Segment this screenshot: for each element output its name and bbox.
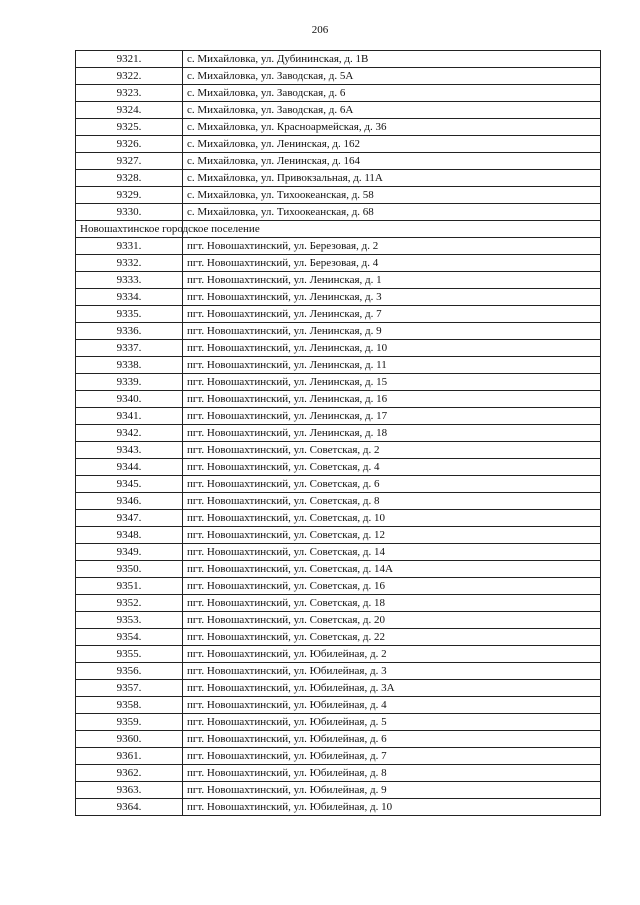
row-address: с. Михайловка, ул. Заводская, д. 5А <box>183 68 601 85</box>
row-address: пгт. Новошахтинский, ул. Юбилейная, д. 9 <box>183 782 601 799</box>
row-address: пгт. Новошахтинский, ул. Ленинская, д. 9 <box>183 323 601 340</box>
table-row <box>76 119 601 136</box>
table-row <box>76 323 601 340</box>
row-address: пгт. Новошахтинский, ул. Ленинская, д. 3 <box>183 289 601 306</box>
row-number: 9323. <box>76 85 183 102</box>
row-number: 9352. <box>76 595 183 612</box>
table-row <box>76 510 601 527</box>
row-address: пгт. Новошахтинский, ул. Советская, д. 14 <box>183 544 601 561</box>
row-number: 9363. <box>76 782 183 799</box>
table-row <box>76 748 601 765</box>
row-number: 9364. <box>76 799 183 816</box>
table-row <box>76 459 601 476</box>
table-row <box>76 85 601 102</box>
row-number: 9362. <box>76 765 183 782</box>
table-row <box>76 153 601 170</box>
table-row <box>76 680 601 697</box>
row-number: 9341. <box>76 408 183 425</box>
table-row <box>76 408 601 425</box>
row-number: 9355. <box>76 646 183 663</box>
table-row <box>76 612 601 629</box>
row-number: 9345. <box>76 476 183 493</box>
row-number: 9334. <box>76 289 183 306</box>
row-number: 9343. <box>76 442 183 459</box>
row-number: 9358. <box>76 697 183 714</box>
table-row <box>76 476 601 493</box>
table-row <box>76 255 601 272</box>
table-row <box>76 68 601 85</box>
table-row <box>76 714 601 731</box>
row-number: 9321. <box>76 51 183 68</box>
section-header-group <box>76 221 601 238</box>
row-address: пгт. Новошахтинский, ул. Советская, д. 18 <box>183 595 601 612</box>
row-address: пгт. Новошахтинский, ул. Березовая, д. 2 <box>183 238 601 255</box>
row-address: пгт. Новошахтинский, ул. Советская, д. 4 <box>183 459 601 476</box>
row-address: пгт. Новошахтинский, ул. Ленинская, д. 10 <box>183 340 601 357</box>
table-row <box>76 374 601 391</box>
row-number: 9347. <box>76 510 183 527</box>
table-row <box>76 272 601 289</box>
table-row <box>76 578 601 595</box>
row-address: пгт. Новошахтинский, ул. Юбилейная, д. 4 <box>183 697 601 714</box>
row-number: 9353. <box>76 612 183 629</box>
table-row <box>76 799 601 816</box>
page-number: 206 <box>311 24 329 36</box>
row-number: 9359. <box>76 714 183 731</box>
row-number: 9327. <box>76 153 183 170</box>
row-address: пгт. Новошахтинский, ул. Ленинская, д. 17 <box>183 408 601 425</box>
row-number: 9333. <box>76 272 183 289</box>
table-row <box>76 51 601 68</box>
table-row <box>76 663 601 680</box>
row-number: 9330. <box>76 204 183 221</box>
table-row <box>76 765 601 782</box>
row-number: 9346. <box>76 493 183 510</box>
table-row <box>76 561 601 578</box>
row-address: пгт. Новошахтинский, ул. Ленинская, д. 1 <box>183 272 601 289</box>
row-address: пгт. Новошахтинский, ул. Советская, д. 6 <box>183 476 601 493</box>
row-address: пгт. Новошахтинский, ул. Юбилейная, д. 10 <box>183 799 601 816</box>
address-table <box>75 50 601 816</box>
row-number: 9325. <box>76 119 183 136</box>
table-row <box>76 102 601 119</box>
row-number: 9348. <box>76 527 183 544</box>
row-address: с. Михайловка, ул. Тихоокеанская, д. 58 <box>183 187 601 204</box>
row-address: пгт. Новошахтинский, ул. Ленинская, д. 18 <box>183 425 601 442</box>
row-number: 9344. <box>76 459 183 476</box>
row-number: 9360. <box>76 731 183 748</box>
row-address: пгт. Новошахтинский, ул. Советская, д. 2 <box>183 442 601 459</box>
table-row <box>76 425 601 442</box>
row-address: пгт. Новошахтинский, ул. Советская, д. 16 <box>183 578 601 595</box>
row-address: пгт. Новошахтинский, ул. Советская, д. 20 <box>183 612 601 629</box>
row-number: 9326. <box>76 136 183 153</box>
row-address: с. Михайловка, ул. Заводская, д. 6А <box>183 102 601 119</box>
row-address: с. Михайловка, ул. Красноармейская, д. 36 <box>183 119 601 136</box>
table-row <box>76 391 601 408</box>
row-number: 9329. <box>76 187 183 204</box>
row-address: пгт. Новошахтинский, ул. Юбилейная, д. 2 <box>183 646 601 663</box>
row-number: 9357. <box>76 680 183 697</box>
row-address: пгт. Новошахтинский, ул. Советская, д. 12 <box>183 527 601 544</box>
table-row <box>76 442 601 459</box>
row-address: пгт. Новошахтинский, ул. Березовая, д. 4 <box>183 255 601 272</box>
row-number: 9342. <box>76 425 183 442</box>
row-number: 9336. <box>76 323 183 340</box>
row-number: 9340. <box>76 391 183 408</box>
table-row <box>76 731 601 748</box>
row-address: пгт. Новошахтинский, ул. Юбилейная, д. 3А <box>183 680 601 697</box>
row-number: 9335. <box>76 306 183 323</box>
row-number: 9350. <box>76 561 183 578</box>
row-number: 9349. <box>76 544 183 561</box>
row-address: пгт. Новошахтинский, ул. Ленинская, д. 7 <box>183 306 601 323</box>
table-row <box>76 646 601 663</box>
row-address: с. Михайловка, ул. Заводская, д. 6 <box>183 85 601 102</box>
row-number: 9338. <box>76 357 183 374</box>
table-row <box>76 238 601 255</box>
table-row <box>76 289 601 306</box>
row-address: с. Михайловка, ул. Дубининская, д. 1В <box>183 51 601 68</box>
row-address: пгт. Новошахтинский, ул. Советская, д. 14А <box>183 561 601 578</box>
table-row <box>76 544 601 561</box>
table-row <box>76 629 601 646</box>
row-address: пгт. Новошахтинский, ул. Юбилейная, д. 8 <box>183 765 601 782</box>
section-row <box>76 221 601 238</box>
table-row <box>76 527 601 544</box>
row-address: с. Михайловка, ул. Привокзальная, д. 11А <box>183 170 601 187</box>
row-address: пгт. Новошахтинский, ул. Юбилейная, д. 3 <box>183 663 601 680</box>
row-address: пгт. Новошахтинский, ул. Советская, д. 8 <box>183 493 601 510</box>
table-row <box>76 697 601 714</box>
row-number: 9337. <box>76 340 183 357</box>
table-row <box>76 136 601 153</box>
row-number: 9354. <box>76 629 183 646</box>
row-number: 9351. <box>76 578 183 595</box>
table-row <box>76 306 601 323</box>
row-number: 9339. <box>76 374 183 391</box>
row-address: пгт. Новошахтинский, ул. Ленинская, д. 15 <box>183 374 601 391</box>
address-rows-after-section <box>76 238 601 816</box>
row-address: пгт. Новошахтинский, ул. Юбилейная, д. 5 <box>183 714 601 731</box>
row-number: 9332. <box>76 255 183 272</box>
row-number: 9322. <box>76 68 183 85</box>
row-address: пгт. Новошахтинский, ул. Юбилейная, д. 6 <box>183 731 601 748</box>
table-row <box>76 170 601 187</box>
table-row <box>76 187 601 204</box>
row-address: пгт. Новошахтинский, ул. Юбилейная, д. 7 <box>183 748 601 765</box>
table-row <box>76 204 601 221</box>
row-address: пгт. Новошахтинский, ул. Советская, д. 22 <box>183 629 601 646</box>
row-number: 9324. <box>76 102 183 119</box>
table-row <box>76 340 601 357</box>
table-row <box>76 357 601 374</box>
row-address: пгт. Новошахтинский, ул. Советская, д. 10 <box>183 510 601 527</box>
section-title: Новошахтинское городское поселение <box>76 221 183 238</box>
row-address: с. Михайловка, ул. Тихоокеанская, д. 68 <box>183 204 601 221</box>
row-number: 9356. <box>76 663 183 680</box>
table-row <box>76 782 601 799</box>
row-address: пгт. Новошахтинский, ул. Ленинская, д. 11 <box>183 357 601 374</box>
row-address: с. Михайловка, ул. Ленинская, д. 164 <box>183 153 601 170</box>
row-number: 9331. <box>76 238 183 255</box>
row-address: пгт. Новошахтинский, ул. Ленинская, д. 16 <box>183 391 601 408</box>
table-row <box>76 595 601 612</box>
row-address: с. Михайловка, ул. Ленинская, д. 162 <box>183 136 601 153</box>
address-rows-before-section <box>76 51 601 221</box>
row-number: 9361. <box>76 748 183 765</box>
row-number: 9328. <box>76 170 183 187</box>
table-row <box>76 493 601 510</box>
